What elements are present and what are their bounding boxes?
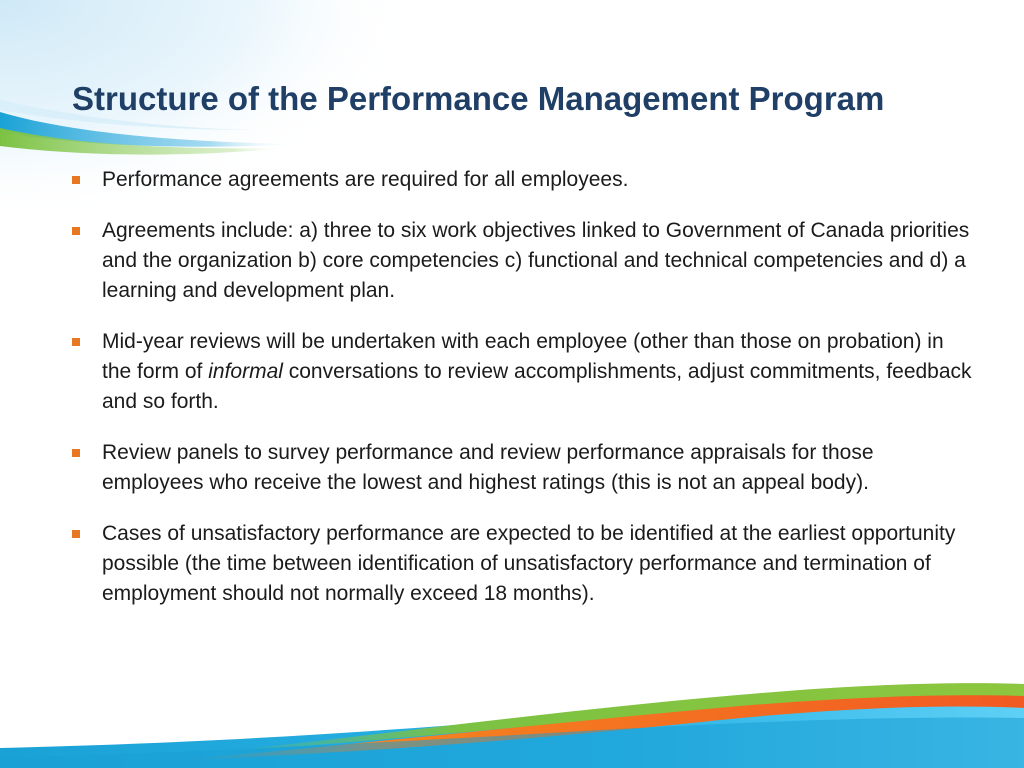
bullet-text: Review panels to survey performance and review performance appraisals for those employees who receive the lowest and highest ratings (this is not an appeal body). bbox=[102, 441, 874, 494]
bullet-item bbox=[72, 438, 972, 498]
bullet-item bbox=[72, 519, 972, 609]
square-bullet-icon bbox=[72, 165, 102, 195]
square-bullet-icon bbox=[72, 519, 102, 549]
bullet-item bbox=[72, 165, 972, 195]
bullet-list bbox=[72, 165, 972, 630]
bullet-text: Cases of unsatisfactory performance are expected to be identified at the earliest opportunity possible (the time between identification of unsatisfactory performance and termination of employment should not normally exceed 18 months). bbox=[102, 522, 956, 605]
slide-title: Structure of the Performance Management Program bbox=[72, 80, 885, 117]
square-bullet-icon bbox=[72, 216, 102, 246]
bullet-item bbox=[72, 216, 972, 306]
bullet-text-start: Mid-year reviews will be undertaken with each employee (other than those on probation) in the form of bbox=[102, 330, 944, 383]
bullet-text-emphasis: informal bbox=[208, 360, 283, 383]
bullet-text bbox=[102, 327, 972, 417]
bullet-text: Agreements include: a) three to six work objectives linked to Government of Canada priorities and the organization b) core competencies c) functional and technical competencies and d) a learning and development plan. bbox=[102, 219, 970, 302]
square-bullet-icon bbox=[72, 327, 102, 357]
bullet-text-end: conversations to review accomplishments, adjust commitments, feedback and so forth. bbox=[102, 360, 972, 413]
bullet-item bbox=[72, 327, 972, 417]
square-bullet-icon bbox=[72, 438, 102, 468]
bullet-text: Performance agreements are required for all employees. bbox=[102, 168, 629, 191]
